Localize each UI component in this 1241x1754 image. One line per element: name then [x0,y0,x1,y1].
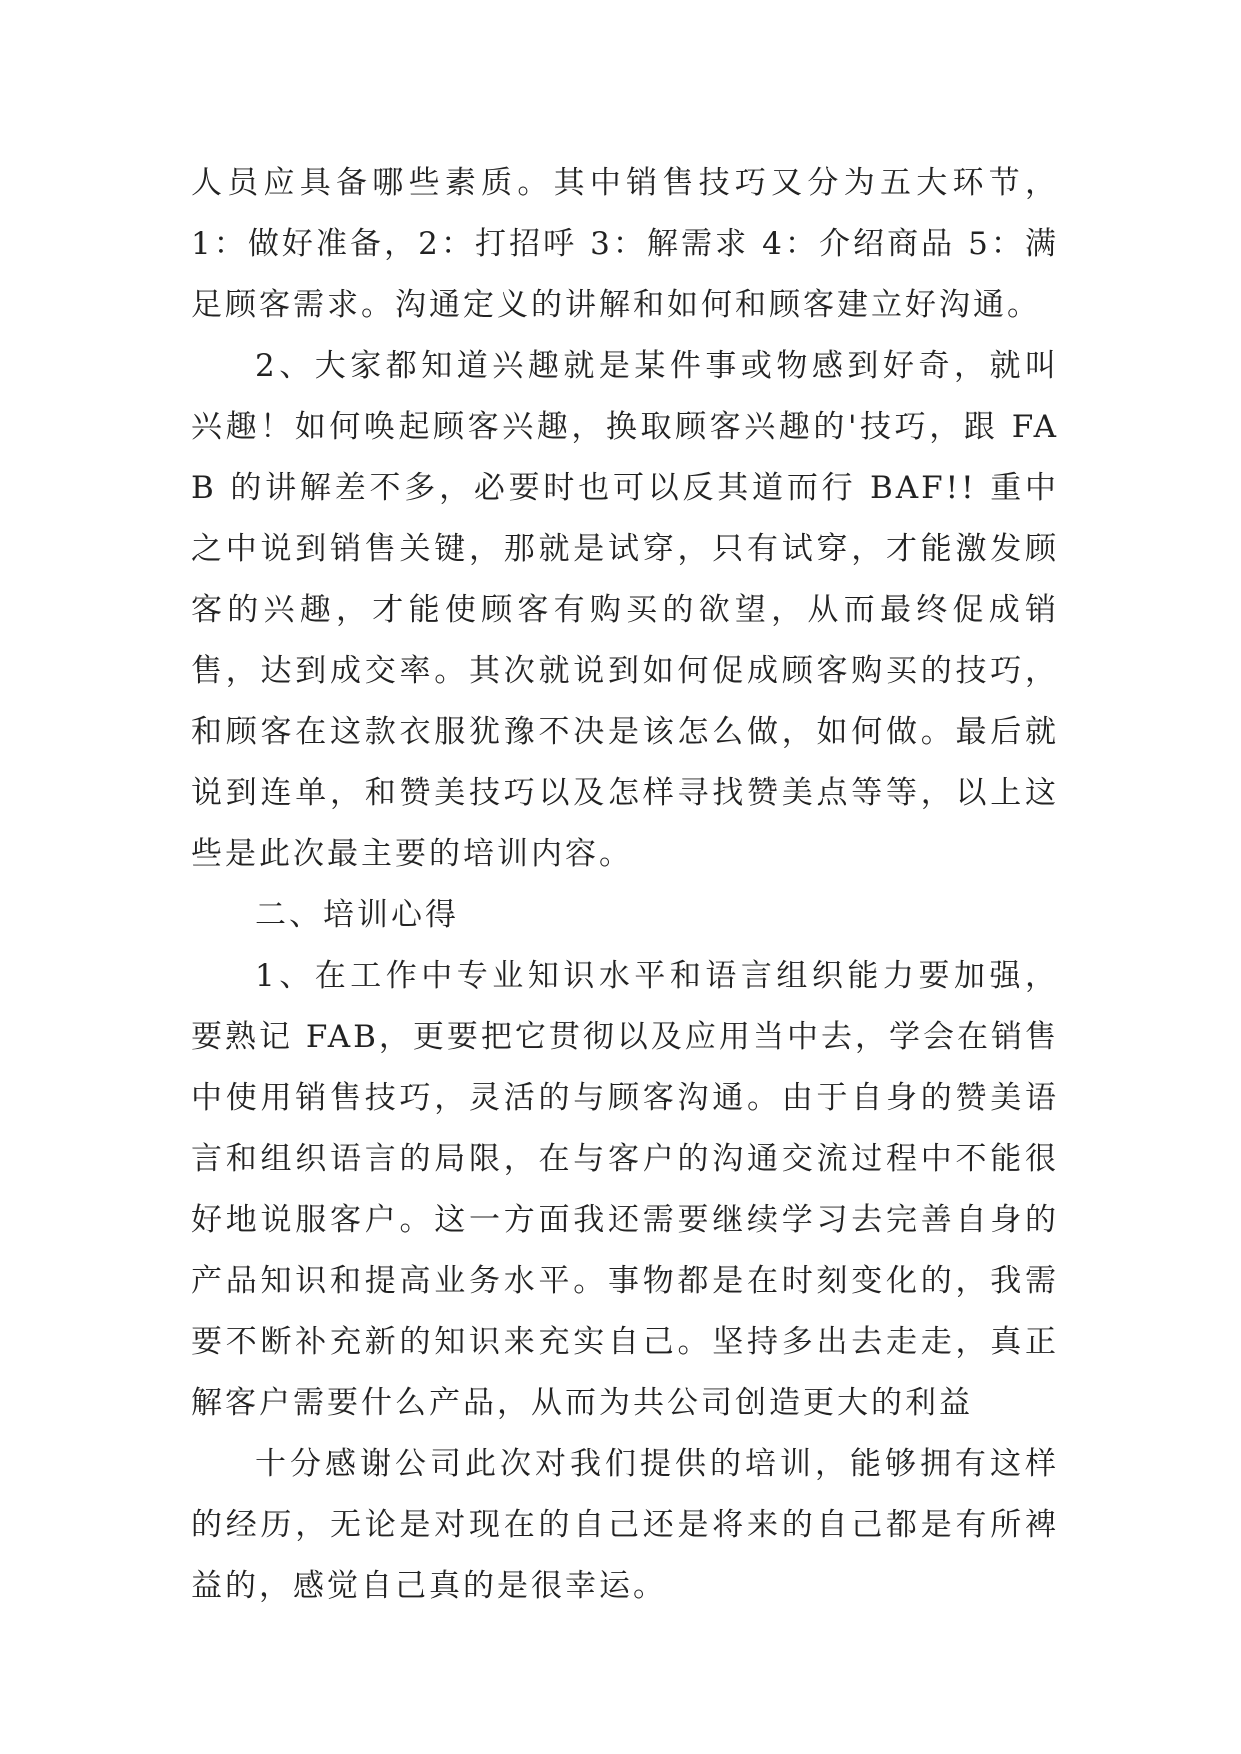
paragraph-sales-skills-intro: 人员应具备哪些素质。其中销售技巧又分为五大环节，1：做好准备，2：打招呼 3：解需求 4：介绍商品 5：满足顾客需求。沟通定义的讲解和如何和顾客建立好沟通。 [191,165,1059,323]
document-body [191,153,1059,1617]
paragraph-thanks: 十分感谢公司此次对我们提供的培训，能够拥有这样的经历，无论是对现在的自己还是将来的自己都是有所裨益的，感觉自己真的是很幸运。 [191,1446,1059,1604]
paragraph-work-improvement: 1、在工作中专业知识水平和语言组织能力要加强，要熟记 FAB，更要把它贯彻以及应用当中去，学会在销售中使用销售技巧，灵活的与顾客沟通。由于自身的赞美语言和组织语言的局限，在与客户的沟通交流过程中不能很好地说服客户。这一方面我还需要继续学习去完善自身的产品知识和提高业务水平。事物都是在时刻变化的，我需要不断补充新的知识来充实自己。坚持多出去走走，真正解客户需要什么产品，从而为共公司创造更大的利益 [191,958,1059,1421]
section-heading-training-insights: 二、培训心得 [255,897,459,933]
paragraph-customer-interest: 2、大家都知道兴趣就是某件事或物感到好奇，就叫兴趣！如何唤起顾客兴趣，换取顾客兴趣的'技巧，跟 FAB 的讲解差不多，必要时也可以反其道而行 BAF!! 重中之中说到销售关键，那就是试穿，只有试穿，才能激发顾客的兴趣，才能使顾客有购买的欲望，从而最终促成销售，达到成交率。其次就说到如何促成顾客购买的技巧，和顾客在这款衣服犹豫不决是该怎么做，如何做。最后就说到连单，和赞美技巧以及怎样寻找赞美点等等，以上这些是此次最主要的培训内容。 [191,348,1059,872]
